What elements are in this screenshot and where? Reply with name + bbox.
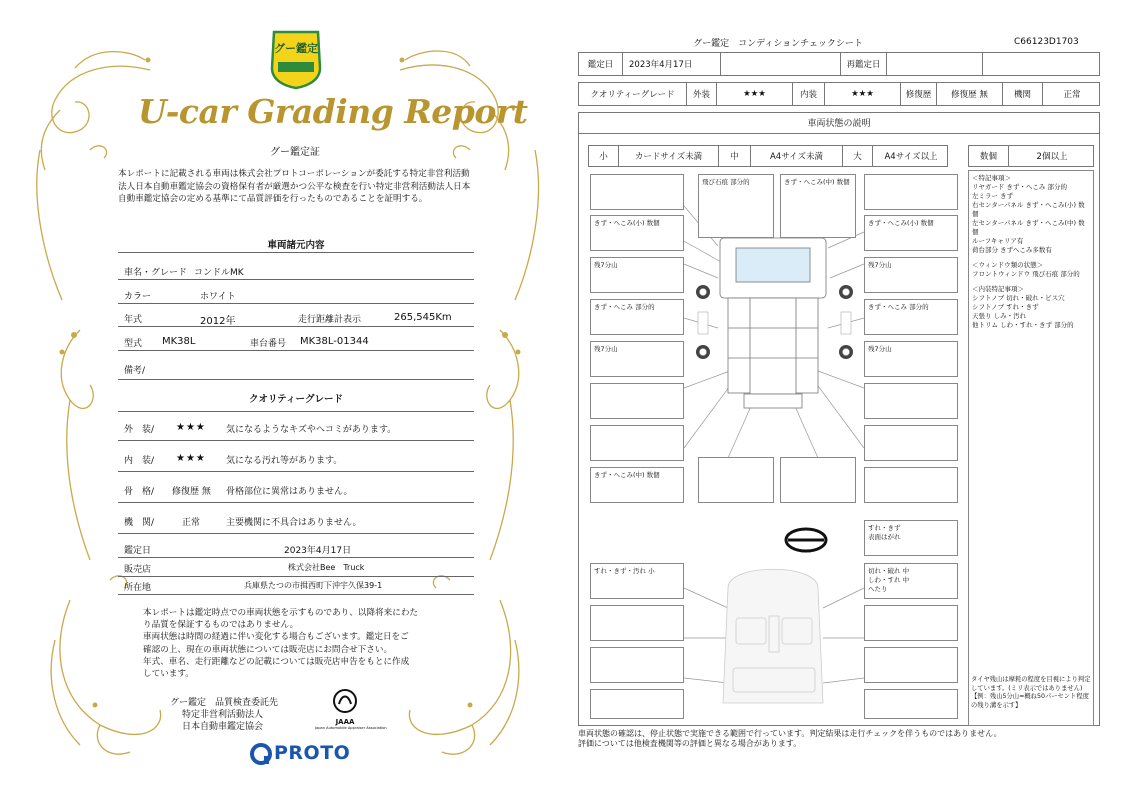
proto-logo: PROTO [250, 742, 350, 766]
jaaa-emblem-icon [332, 688, 358, 714]
damage-box-r5 [864, 383, 958, 419]
interior-box-r4 [864, 689, 958, 719]
count-legend: 数個 2個以上 [968, 145, 1094, 167]
closing-text: 本レポートは鑑定時点での車両状態を示すものであり、以降将来にわた り品質を保証するものではありません。 車両状態は時間の経過に伴い変化する場合もございます。鑑定日をご 確認の上、現在の車両状態については販売店にお問合せ下さい。 年式、車名、走行距離などの記載については販売店申告をもとに作成 しています。 [143, 608, 419, 680]
interior-box-l4 [590, 689, 684, 719]
grade-row-exterior: 外 装/ ★★★ 気になるようなキズやヘコミがあります。 [118, 417, 474, 441]
divider [118, 411, 474, 412]
divider [118, 252, 474, 253]
damage-box-r7 [864, 467, 958, 503]
badge-text: グー鑑定 [274, 42, 318, 55]
sheet-title: グー鑑定 コンディションチェックシート [693, 39, 863, 49]
damage-box-l3: きず・へこみ 部分的 [590, 299, 684, 335]
tire-box-r4: 残7分山 [864, 341, 958, 377]
report-title: U-car Grading Report [138, 92, 528, 131]
issuer-text: グー鑑定 品質検査委託先 特定非営利活動法人 日本自動車鑑定協会 [170, 698, 279, 732]
quality-row: クオリティーグレード 外装 ★★★ 内装 ★★★ 修復歴 修復歴 無 機関 正常 [578, 82, 1100, 106]
spec-row-color: カラー ホワイト [118, 284, 474, 304]
spec-row-remarks: 備考/ [118, 356, 474, 380]
spec-row-model: 型式 MK38L 車台番号 MK38L-01344 [118, 331, 474, 351]
damage-box-rear-left [698, 457, 774, 503]
grade-heading: クオリティーグレード [248, 394, 344, 405]
info-row-address: 所在地 兵庫県たつの市揖西町下沖宇久保39-1 [118, 575, 474, 595]
damage-box-l6 [590, 425, 684, 461]
spec-row-year: 年式 2012年 走行距離計表示 265,545Km [118, 307, 474, 327]
steering-wheel-icon [786, 529, 826, 551]
goo-kantei-badge-icon [268, 28, 324, 90]
specs-heading: 車両諸元内容 [267, 240, 325, 251]
damage-box-l7: きず・へこみ(中) 数個 [590, 467, 684, 503]
date-row: 鑑定日 2023年4月17日 再鑑定日 [578, 52, 1100, 76]
grade-row-frame: 骨 格/ 修復歴 無 骨格部位に異常はありません。 [118, 479, 474, 503]
tire-box-l2: 残7分山 [590, 257, 684, 293]
condition-heading: 車両状態の説明 [578, 112, 1100, 134]
proto-mark-icon [250, 743, 272, 765]
certificate-subtitle: グー鑑定証 [270, 147, 320, 158]
interior-box-l3 [590, 647, 684, 683]
damage-box-r3: きず・へこみ 部分的 [864, 299, 958, 335]
info-row-dealer: 販売店 株式会社Bee Truck [118, 557, 474, 577]
damage-box-front: きず・へこみ(中) 数個 [780, 174, 856, 238]
damage-box-l5 [590, 383, 684, 419]
sheet-footer: 車両状態の確認は、停止状態で実施できる範囲で行っています。判定結果は走行チェックを伴うものではありません。 評価については他検査機関等の評価と異なる場合があります。 [578, 729, 1002, 748]
damage-box-l1: きず・へこみ(小) 数個 [590, 215, 684, 251]
grade-row-interior: 内 装/ ★★★ 気になる汚れ等があります。 [118, 448, 474, 472]
interior-box-r1: 切れ・破れ 中 しわ・すれ 中 へたり [864, 563, 958, 599]
special-notes: ＜特記事項＞ リヤガード きず・へこみ 部分的 左ミラー きず 右センターパネル きず・へこみ(小) 数個 左センターパネル きず・へこみ(中) 数個 ルーフキャリア有 荷台部分 きずへこみ多数有 ＜ウィンドウ類の状態＞ フロントウィンドウ 飛び石痕 部分的 ＜内装特記事項＞ シフトノブ 切れ・破れ・ビス穴 シフトノブ すれ・きず 天張り しみ・汚れ 他トリム しわ・すれ・きず 部分的 [968, 170, 1094, 726]
damage-box-r6 [864, 425, 958, 461]
size-legend: 小 カードサイズ未満 中 A4サイズ未満 大 A4サイズ以上 [588, 145, 948, 167]
tire-box-r2: 残7分山 [864, 257, 958, 293]
steering-wheel-box: すれ・きず 表面はがれ [864, 520, 958, 556]
interior-box-r3 [864, 647, 958, 683]
damage-box-windshield: 飛び石痕 部分的 [698, 174, 774, 238]
sheet-code: C66123D1703 [1014, 37, 1079, 47]
damage-box-l0 [590, 174, 684, 210]
damage-box-r1: きず・へこみ(小) 数個 [864, 215, 958, 251]
tire-depth-note: タイヤ残山は摩耗の程度を目視により判定しています。(ミリ表示ではありません) 【例：残山5分山=概ね50パーセント程度の残り溝を示す】 [971, 676, 1091, 709]
jaaa-logo: JAAA Japan Automobile Appraiser Association [315, 688, 375, 730]
tire-box-l4: 残7分山 [590, 341, 684, 377]
grade-row-engine: 機 関/ 正常 主要機関に不具合はありません。 [118, 510, 474, 534]
interior-box-l1: すれ・きず・汚れ 小 [590, 563, 684, 599]
interior-box-l2 [590, 605, 684, 641]
spec-row-name: 車名・グレード コンドルMK [118, 260, 474, 280]
damage-box-rear-right [780, 457, 856, 503]
damage-box-r0 [864, 174, 958, 210]
grading-certificate [0, 0, 560, 800]
interior-box-r2 [864, 605, 958, 641]
intro-text: 本レポートに記載される車両は株式会社プロトコーポレーションが委託する特定非営利活動法人日本自動車鑑定協会の資格保有者が厳選かつ公平な検査を行い特定非営利活動法人日本自動車鑑定協会の定める基準にて品質評価を行ったものであることを証明する。 [118, 169, 471, 205]
info-row-date: 鑑定日 2023年4月17日 [118, 538, 474, 558]
condition-check-sheet [578, 0, 1102, 800]
